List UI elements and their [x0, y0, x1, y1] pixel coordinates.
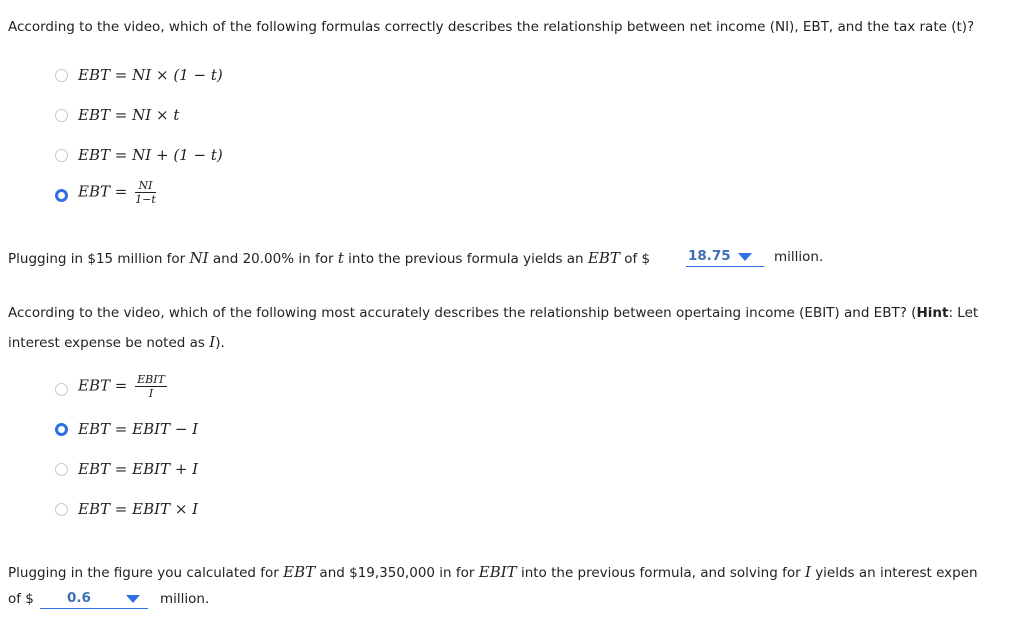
ni-symbol: NI [132, 146, 152, 164]
q2-option-c-formula[interactable] [78, 460, 198, 478]
ebt-symbol: EBT [78, 182, 110, 201]
q1-option-d-radio[interactable] [55, 189, 68, 202]
p2-lead: Plugging in the figure you calculated for [8, 565, 279, 581]
q2-option-d-formula[interactable] [78, 500, 198, 518]
ni-symbol: NI [132, 66, 152, 84]
p1-tail: million. [774, 249, 824, 265]
times-sign: × [174, 500, 188, 518]
p1-lead: Plugging in $15 million for [8, 251, 186, 267]
ebit-symbol: EBIT [132, 460, 171, 478]
fraction-ni-over-one-minus-t [135, 180, 156, 205]
ebit-symbol: EBIT [132, 500, 171, 518]
equals-sign: = [114, 182, 128, 201]
ni-symbol: NI [189, 249, 209, 267]
ebt-symbol: EBT [78, 106, 110, 124]
times-sign: × [155, 106, 169, 124]
i-symbol: I [192, 460, 199, 478]
dropdown-caret-icon [738, 253, 752, 261]
ebt-symbol: EBT [587, 249, 620, 267]
fraction-ebit-over-i [135, 374, 167, 399]
equals-sign: = [114, 66, 128, 84]
equals-sign: = [114, 500, 128, 518]
q2-option-a-radio[interactable] [55, 383, 68, 396]
plus-sign: + [155, 146, 169, 164]
p2-mid1: and $19,350,000 in for [319, 565, 475, 581]
ebt-symbol: EBT [78, 146, 110, 164]
ebt-symbol: EBT [78, 376, 110, 395]
question-2-line2 [8, 333, 225, 351]
times-sign: × [155, 66, 169, 84]
fraction-numerator: NI [135, 180, 156, 193]
q1-option-b-formula[interactable] [78, 106, 179, 124]
q2-option-c-radio[interactable] [55, 463, 68, 476]
ebt-answer-dropdown[interactable] [686, 248, 764, 267]
one-minus-t: (1 − t) [173, 66, 223, 84]
plus-sign: + [174, 460, 188, 478]
question-2-line1-tail: : Let [948, 305, 979, 321]
i-symbol: I [804, 563, 811, 581]
ebt-symbol: EBT [78, 500, 110, 518]
q1-option-d-formula[interactable] [78, 180, 156, 205]
p1-mid1: and 20.00% in for [212, 251, 334, 267]
question-2-line1 [8, 305, 978, 321]
one-minus-t: (1 − t) [173, 146, 223, 164]
minus-sign: − [174, 420, 188, 438]
ebit-symbol: EBIT [132, 420, 171, 438]
p2-line2-lead: of $ [8, 591, 34, 607]
fraction-numerator: EBIT [137, 373, 165, 386]
equals-sign: = [114, 460, 128, 478]
q2-option-b-radio[interactable] [55, 423, 68, 436]
question-2-text: According to the video, which of the following most accurately describes the relationship between opertaing income (EBIT) and EBT? ( [8, 305, 917, 321]
t-symbol: t [337, 249, 344, 267]
q1-option-b-radio[interactable] [55, 109, 68, 122]
question-2-line2-text: interest expense be noted as [8, 335, 205, 351]
equals-sign: = [114, 106, 128, 124]
ni-symbol: NI [132, 106, 152, 124]
ebt-symbol: EBT [283, 563, 316, 581]
plugin-sentence-1 [8, 249, 650, 267]
p1-mid2: into the previous formula yields an [348, 251, 584, 267]
fraction-denominator: 1−t [135, 193, 156, 206]
i-symbol: I [209, 333, 216, 351]
p2-tail: million. [160, 591, 210, 607]
q1-option-a-radio[interactable] [55, 69, 68, 82]
q1-option-a-formula[interactable] [78, 66, 223, 84]
i-symbol: I [192, 500, 199, 518]
q2-option-a-formula[interactable] [78, 374, 167, 399]
equals-sign: = [114, 420, 128, 438]
interest-answer-dropdown[interactable] [40, 590, 148, 609]
ebt-answer-value: 18.75 [688, 248, 731, 264]
ebt-symbol: EBT [78, 66, 110, 84]
interest-answer-value: 0.6 [67, 590, 91, 606]
question-1-text: According to the video, which of the following formulas correctly describes the relationship between net income (NI), EBT, and the tax rate (t)? [8, 19, 975, 35]
q2-option-d-radio[interactable] [55, 503, 68, 516]
p2-mid2: into the previous formula, and solving for [520, 565, 801, 581]
equals-sign: = [114, 146, 128, 164]
plugin-sentence-2 [8, 563, 978, 581]
ebt-symbol: EBT [78, 460, 110, 478]
dropdown-caret-icon [126, 595, 140, 603]
hint-label: Hint [916, 305, 949, 321]
i-symbol: I [192, 420, 199, 438]
t-symbol: t [173, 106, 180, 124]
q1-option-c-formula[interactable] [78, 146, 223, 164]
question-2-line2-tail: ). [215, 335, 225, 351]
ebit-symbol: EBIT [478, 563, 517, 581]
equals-sign: = [114, 376, 128, 395]
fraction-denominator: I [148, 387, 154, 400]
q2-option-b-formula[interactable] [78, 420, 198, 438]
p2-mid3: yields an interest expen [815, 565, 978, 581]
q1-option-c-radio[interactable] [55, 149, 68, 162]
ebt-symbol: EBT [78, 420, 110, 438]
p1-mid3: of $ [624, 251, 651, 267]
